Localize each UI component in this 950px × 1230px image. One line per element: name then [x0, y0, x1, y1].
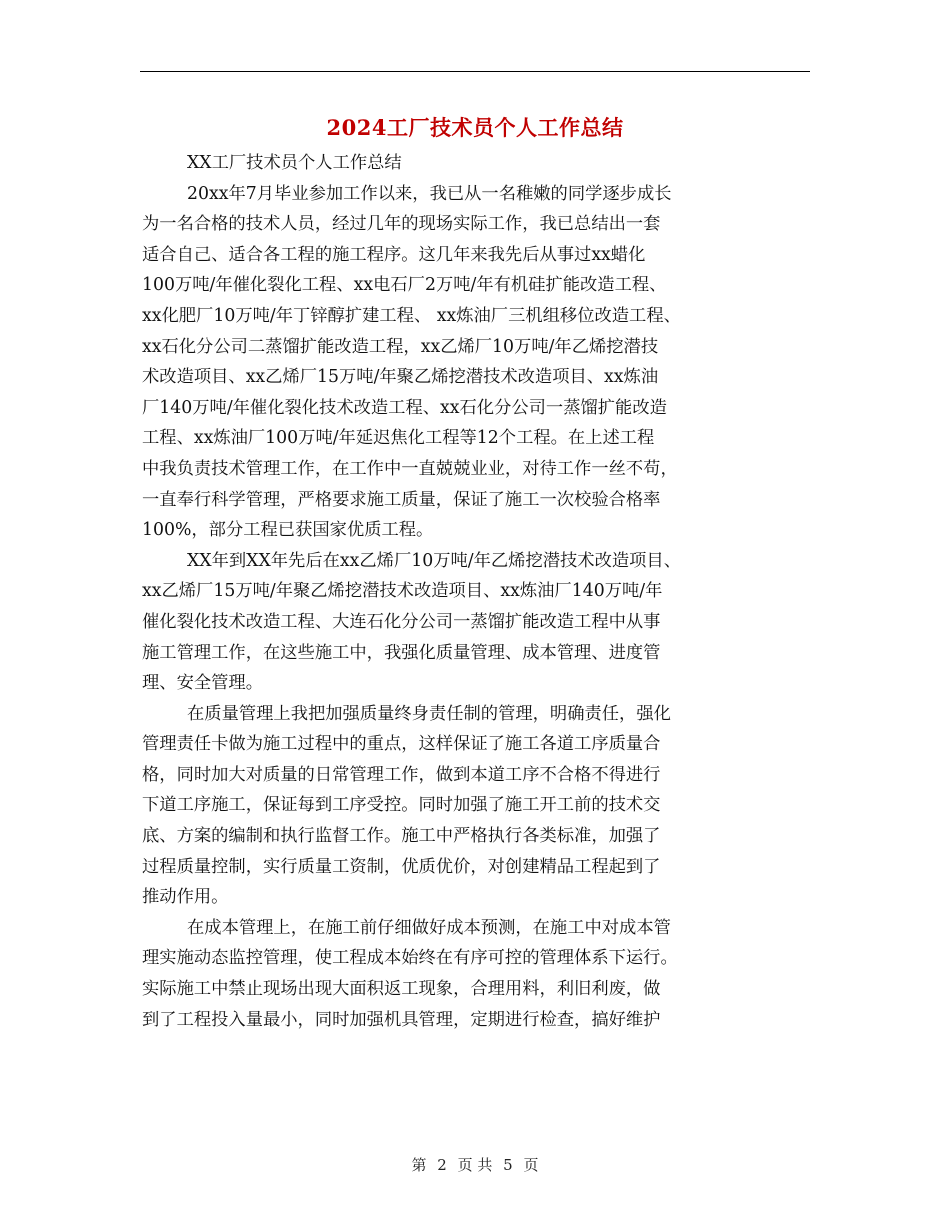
body-line: XX年到XX年先后在xx乙烯厂10万吨/年乙烯挖潜技术改造项目、 — [187, 550, 681, 571]
document-title: 2024工厂技术员个人工作总结 — [326, 115, 624, 140]
body-line: 20xx年7月毕业参加工作以来，我已从一名稚嫩的同学逐步成长 — [187, 183, 672, 204]
body-line: 100%，部分工程已获国家优质工程。 — [142, 520, 434, 541]
body-line: 到了工程投入量最小，同时加强机具管理，定期进行检查，搞好维护 — [142, 1009, 661, 1030]
body-line: 中我负责技术管理工作，在工作中一直兢兢业业，对待工作一丝不苟， — [142, 458, 678, 479]
body-line: xx乙烯厂15万吨/年聚乙烯挖潜技术改造项目、xx炼油厂140万吨/年 — [142, 581, 663, 602]
body-line: 一直奉行科学管理，严格要求施工质量，保证了施工一次校验合格率 — [142, 489, 661, 510]
body-line: 理、安全管理。 — [142, 673, 263, 694]
footer-total-pages: 5 — [503, 1156, 513, 1174]
body-line: 100万吨/年催化裂化工程、xx电石厂2万吨/年有机硅扩能改造工程、 — [142, 275, 667, 296]
body-line: 术改造项目、xx乙烯厂15万吨/年聚乙烯挖潜技术改造项目、xx炼油 — [142, 367, 659, 388]
body-line: 底、方案的编制和执行监督工作。施工中严格执行各类标准，加强了 — [142, 826, 661, 847]
footer-middle: 页 共 — [457, 1156, 493, 1174]
header-rule — [140, 71, 810, 72]
footer-current-page: 2 — [437, 1156, 447, 1174]
body-line: 在质量管理上我把加强质量终身责任制的管理，明确责任，强化 — [187, 703, 671, 724]
body-line: 实际施工中禁止现场出现大面积返工现象，合理用料，利旧利废，做 — [142, 979, 661, 1000]
body-line: 管理责任卡做为施工过程中的重点，这样保证了施工各道工序质量合 — [142, 734, 661, 755]
body-line: 推动作用。 — [142, 887, 229, 908]
document-body — [142, 148, 822, 1035]
body-line: 过程质量控制，实行质量工资制，优质优价，对创建精品工程起到了 — [142, 856, 661, 877]
body-line: 理实施动态监控管理，使工程成本始终在有序可控的管理体系下运行。 — [142, 948, 678, 969]
body-line: 适合自己、适合各工程的施工程序。这几年来我先后从事过xx蜡化 — [142, 244, 646, 265]
page-footer — [0, 1154, 950, 1175]
body-line: xx石化分公司二蒸馏扩能改造工程，xx乙烯厂10万吨/年乙烯挖潜技 — [142, 336, 659, 357]
footer-prefix: 第 — [411, 1156, 427, 1174]
body-line: 工程、xx炼油厂100万吨/年延迟焦化工程等12个工程。在上述工程 — [142, 428, 655, 449]
body-line: 施工管理工作，在这些施工中，我强化质量管理、成本管理、进度管 — [142, 642, 661, 663]
body-line: 在成本管理上，在施工前仔细做好成本预测，在施工中对成本管 — [187, 917, 671, 938]
body-line: 催化裂化技术改造工程、大连石化分公司一蒸馏扩能改造工程中从事 — [142, 611, 661, 632]
body-line: XX工厂技术员个人工作总结 — [187, 153, 402, 173]
body-line: 厂140万吨/年催化裂化技术改造工程、xx石化分公司一蒸馏扩能改造 — [142, 397, 667, 418]
body-line: xx化肥厂10万吨/年丁锌醇扩建工程、 xx炼油厂三机组移位改造工程、 — [142, 305, 681, 326]
body-line: 为一名合格的技术人员，经过几年的现场实际工作，我已总结出一套 — [142, 214, 661, 235]
body-line: 下道工序施工，保证每到工序受控。同时加强了施工开工前的技术交 — [142, 795, 661, 816]
body-line: 格，同时加大对质量的日常管理工作，做到本道工序不合格不得进行 — [142, 764, 661, 785]
footer-suffix: 页 — [523, 1156, 539, 1174]
